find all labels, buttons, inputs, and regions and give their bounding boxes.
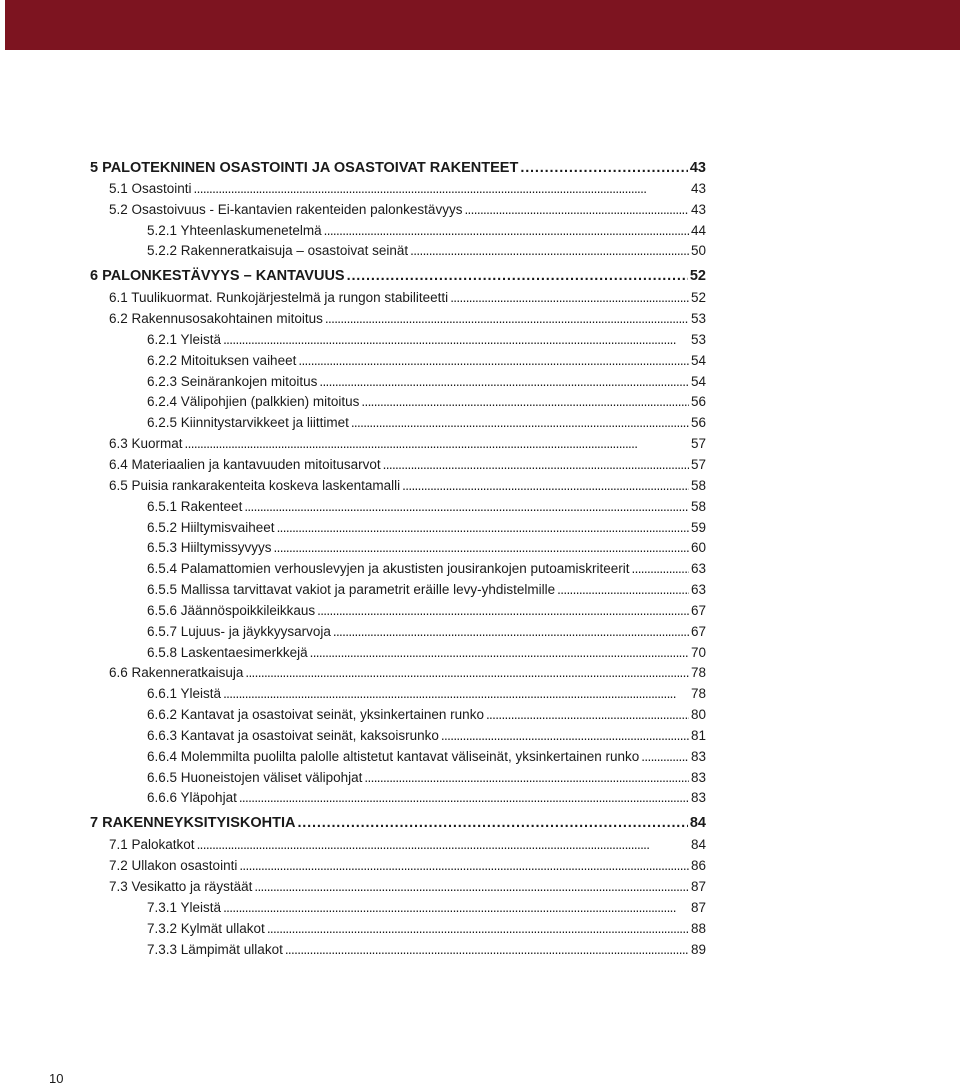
toc-entry[interactable] [90,879,706,900]
dot-leader [464,202,689,217]
toc-entry-page: 83 [690,769,706,785]
toc-entry-page: 54 [690,352,706,368]
toc-entry-title: 6.6 Rakenneratkaisuja [109,665,244,681]
toc-entry-title: 6.5.3 Hiiltymissyvyys [147,540,272,556]
toc-entry-page: 78 [690,686,706,702]
toc-entry-title: 6.5.2 Hiiltymisvaiheet [147,519,275,535]
toc-entry[interactable] [90,243,706,264]
dot-leader [325,311,689,326]
toc-entry-title: 7.2 Ullakon osastointi [109,858,238,874]
page-number: 10 [49,1071,64,1086]
toc-entry-title: 5.1 Osastointi [109,180,192,196]
dot-leader [298,353,689,368]
dot-leader [310,645,689,660]
table-of-contents [90,160,706,962]
toc-entry-page: 56 [690,415,706,431]
dot-leader [520,160,688,176]
toc-entry[interactable] [90,603,706,624]
dot-leader [245,665,689,680]
toc-entry-page: 50 [690,243,706,259]
toc-entry[interactable] [90,837,706,858]
toc-entry[interactable] [90,160,706,181]
dot-leader [317,603,689,618]
toc-entry[interactable] [90,394,706,415]
dot-leader [285,942,689,957]
toc-entry-page: 56 [690,394,706,410]
dot-leader [450,290,689,305]
toc-entry-page: 86 [690,858,706,874]
toc-entry-page: 78 [690,665,706,681]
toc-entry-title: 7.3.3 Lämpimät ullakot [147,941,283,957]
toc-entry-title: 5.2 Osastoivuus - Ei-kantavien rakenteiden palonkestävyys [109,201,463,217]
toc-entry-title: 6.6.2 Kantavat ja osastoivat seinät, yksinkertainen runko [147,707,484,723]
dot-leader [347,268,688,284]
toc-entry-page: 58 [690,477,706,493]
toc-entry-page: 83 [690,748,706,764]
dot-leader [223,900,689,915]
toc-entry-title: 6.5.7 Lujuus- ja jäykkyysarvoja [147,623,331,639]
toc-entry[interactable] [90,223,706,244]
toc-entry-page: 54 [690,373,706,389]
toc-entry[interactable] [90,665,706,686]
toc-entry[interactable] [90,311,706,332]
toc-entry[interactable] [90,353,706,374]
toc-entry[interactable] [90,202,706,223]
toc-entry-title: 6.6.6 Yläpohjat [147,790,237,806]
dot-leader [361,394,689,409]
dot-leader [267,921,689,936]
toc-entry-page: 60 [690,540,706,556]
dot-leader [402,478,689,493]
toc-entry[interactable] [90,457,706,478]
toc-entry[interactable] [90,268,706,290]
toc-entry-title: 5.2.2 Rakenneratkaisuja – osastoivat seinät [147,243,409,259]
toc-entry-page: 67 [690,623,706,639]
toc-entry[interactable] [90,790,706,811]
dot-leader [364,770,689,785]
toc-entry-page: 87 [690,899,706,915]
dot-leader [197,837,689,852]
toc-entry-page: 43 [690,180,706,196]
dot-leader [351,415,689,430]
toc-entry[interactable] [90,181,706,202]
toc-entry-page: 57 [690,456,706,472]
toc-entry-title: 6.2.1 Yleistä [147,331,222,347]
toc-entry[interactable] [90,582,706,603]
toc-entry-title: 6.2.3 Seinärankojen mitoitus [147,373,318,389]
toc-entry-title: 7.3 Vesikatto ja räystäät [109,879,253,894]
toc-entry[interactable] [90,645,706,666]
dot-leader [223,686,689,701]
toc-entry[interactable] [90,520,706,541]
toc-entry-title: 6.6.5 Huoneistojen väliset välipohjat [147,769,363,785]
toc-entry-page: 84 [690,837,706,853]
dot-leader [244,499,689,514]
dot-leader [324,223,689,238]
toc-entry-title: 6.2.4 Välipohjien (palkkien) mitoitus [147,394,360,410]
toc-entry-page: 43 [689,160,706,176]
toc-entry-title: 6.5.1 Rakenteet [147,498,243,514]
toc-entry-page: 87 [690,879,706,894]
toc-entry[interactable] [90,374,706,395]
dot-leader [254,879,689,894]
toc-entry-page: 63 [690,582,706,598]
toc-entry-title: 7 RAKENNEYKSITYISKOHTIA [90,815,296,832]
toc-entry[interactable] [90,707,706,728]
toc-entry-title: 6.5.5 Mallissa tarvittavat vakiot ja parametrit eräille levy-yhdistelmille [147,582,556,598]
toc-entry-page: 52 [690,290,706,306]
dot-leader [441,728,689,743]
dot-leader [274,540,689,555]
dot-leader [486,707,689,722]
toc-entry[interactable] [90,900,706,921]
header-band [5,0,960,50]
toc-entry[interactable] [90,728,706,749]
toc-entry-title: 7.1 Palokatkot [109,837,195,853]
toc-entry-title: 6.2.5 Kiinnitystarvikkeet ja liittimet [147,415,349,431]
toc-entry-page: 53 [690,331,706,347]
toc-entry[interactable] [90,942,706,963]
toc-entry[interactable] [90,436,706,457]
toc-entry-page: 63 [690,561,706,577]
dot-leader [297,815,687,831]
toc-entry-title: 6.5.8 Laskentaesimerkkejä [147,644,308,660]
toc-entry-title: 6.6.3 Kantavat ja osastoivat seinät, kaksoisrunko [147,727,439,743]
dot-leader [223,332,689,347]
dot-leader [185,436,689,451]
toc-entry-title: 6.3 Kuormat [109,436,183,452]
dot-leader [194,181,689,196]
toc-entry-page: 53 [690,311,706,327]
toc-entry[interactable] [90,332,706,353]
toc-entry-title: 6.6.4 Molemmilta puolilta palolle altistetut kantavat väliseinät, yksinkertainen runko [147,748,640,764]
toc-entry[interactable] [90,815,706,837]
toc-entry-title: 7.3.2 Kylmät ullakot [147,920,265,936]
toc-entry-page: 67 [690,602,706,618]
dot-leader [641,749,689,764]
dot-leader [557,582,689,597]
toc-entry[interactable] [90,858,706,879]
toc-entry-title: 6.6.1 Yleistä [147,686,222,702]
toc-entry-page: 43 [690,201,706,217]
dot-leader [239,858,689,873]
toc-entry[interactable] [90,749,706,770]
toc-entry[interactable] [90,540,706,561]
toc-entry[interactable] [90,921,706,942]
toc-entry-title: 6.5 Puisia rankarakenteita koskeva laskentamalli [109,477,401,493]
toc-entry-page: 58 [690,498,706,514]
dot-leader [239,790,689,805]
toc-entry-page: 84 [689,815,706,832]
toc-entry-page: 59 [690,519,706,535]
toc-entry[interactable] [90,499,706,520]
toc-entry-title: 5 PALOTEKNINEN OSASTOINTI JA OSASTOIVAT RAKENTEET [90,160,519,176]
toc-entry-title: 5.2.1 Yhteenlaskumenetelmä [147,222,322,238]
toc-entry-page: 70 [690,644,706,660]
toc-entry-page: 52 [689,268,706,285]
toc-entry-page: 81 [690,727,706,743]
toc-entry-title: 6.5.6 Jäännöspoikkileikkaus [147,602,316,618]
dot-leader [410,243,689,258]
toc-entry-title: 6.2.2 Mitoituksen vaiheet [147,352,297,368]
dot-leader [277,520,689,535]
toc-entry[interactable] [90,686,706,707]
dot-leader [383,457,689,472]
toc-entry-page: 83 [690,790,706,806]
dot-leader [632,561,689,576]
toc-entry-title: 6.1 Tuulikuormat. Runkojärjestelmä ja rungon stabiliteetti [109,290,449,306]
toc-entry-title: 7.3.1 Yleistä [147,899,222,915]
toc-entry-title: 6.5.4 Palamattomien verhouslevyjen ja akustisten jousirankojen putoamiskriteerit [147,561,630,577]
toc-entry[interactable] [90,415,706,436]
dot-leader [333,624,689,639]
toc-entry-page: 57 [690,436,706,452]
toc-entry[interactable] [90,561,706,582]
toc-entry-page: 80 [690,707,706,723]
toc-entry-page: 88 [690,920,706,936]
toc-entry[interactable] [90,624,706,645]
toc-entry-page: 44 [690,222,706,238]
toc-entry-title: 6 PALONKESTÄVYYS – KANTAVUUS [90,268,345,285]
toc-entry[interactable] [90,770,706,791]
toc-entry-title: 6.4 Materiaalien ja kantavuuden mitoitusarvot [109,456,381,472]
dot-leader [319,374,689,389]
toc-entry[interactable] [90,478,706,499]
toc-entry[interactable] [90,290,706,311]
toc-entry-page: 89 [690,941,706,957]
toc-entry-title: 6.2 Rakennusosakohtainen mitoitus [109,311,323,327]
